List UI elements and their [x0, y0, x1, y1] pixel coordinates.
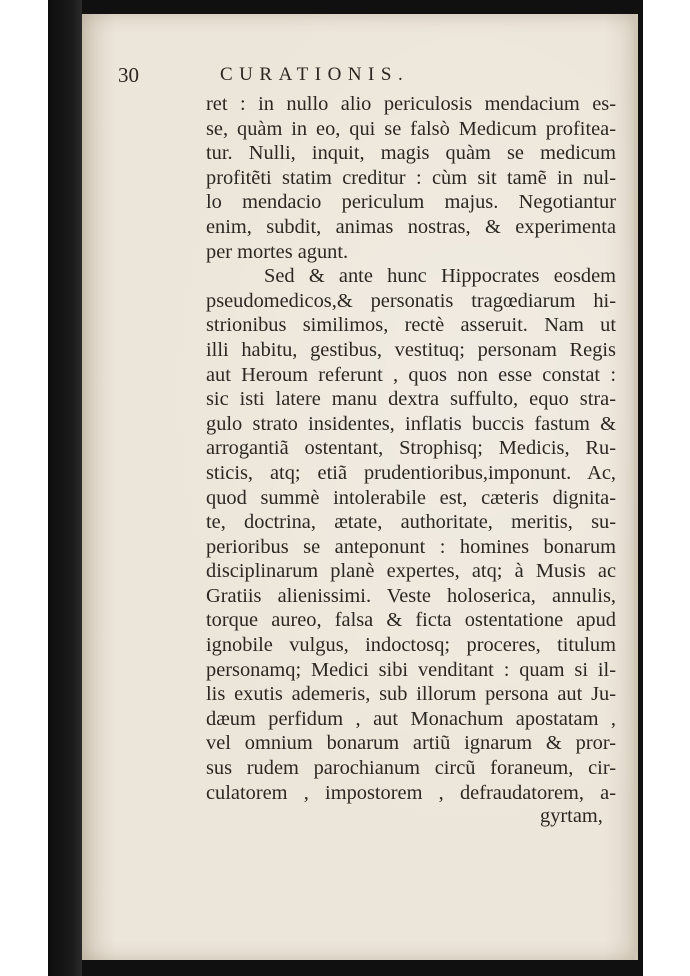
- text-line: culatorem , impostorem , defraudatorem, a-: [206, 781, 616, 804]
- catchword: gyrtam,: [540, 805, 603, 827]
- text-line: enim, subdit, animas nostras, & experimenta: [206, 215, 616, 238]
- text-line: Sed & ante hunc Hippocrates eosdem: [264, 265, 616, 288]
- text-line: te, doctrina, ætate, authoritate, meritis, su-: [206, 511, 616, 534]
- text-line: sticis, atq; etiã prudentioribus,imponunt. Ac,: [206, 461, 616, 484]
- book-spine-shadow: [48, 0, 82, 976]
- text-line: dæum perfidum , aut Monachum apostatam ,: [206, 707, 616, 730]
- text-line: aut Heroum referunt , quos non esse constat :: [206, 363, 616, 386]
- running-head: CURATIONIS.: [220, 64, 410, 85]
- text-line: vel omnium bonarum artiũ ignarum & pror-: [206, 732, 616, 755]
- text-line: tur. Nulli, inquit, magis quàm se medicum: [206, 142, 616, 165]
- text-line: se, quàm in eo, qui se falsò Medicum profitea-: [206, 117, 616, 140]
- text-line: lis exutis ademeris, sub illorum persona aut Ju-: [206, 683, 616, 706]
- text-line: perioribus se anteponunt : homines bonarum: [206, 535, 616, 558]
- text-line: arrogantiã ostentant, Strophisq; Medicis, Ru-: [206, 437, 616, 460]
- text-line: personamq; Medici sibi venditant : quam si il-: [206, 658, 616, 681]
- text-line: pseudomedicos,& personatis tragœdiarum hi-: [206, 289, 616, 312]
- text-line: disciplinarum planè expertes, atq; à Musis ac: [206, 560, 616, 583]
- text-line: quod summè intolerabile est, cæteris dignita-: [206, 486, 616, 509]
- text-line: illi habitu, gestibus, vestituq; personam Regis: [206, 338, 616, 361]
- page-header: [118, 60, 538, 90]
- body-text: [206, 92, 616, 805]
- text-line: gulo strato insidentes, inflatis buccis fastum &: [206, 412, 616, 435]
- page-edge: [634, 14, 638, 960]
- text-line: sic isti latere manu dextra suffulto, equo stra-: [206, 388, 616, 411]
- text-line: lo mendacio periculum majus. Negotiantur: [206, 191, 616, 214]
- text-line: ret : in nullo alio periculosis mendacium es-: [206, 93, 616, 115]
- text-line: sus rudem parochianum circũ foraneum, cir-: [206, 757, 616, 780]
- text-line: strionibus similimos, rectè asseruit. Nam ut: [206, 314, 616, 337]
- page-number: 30: [118, 63, 139, 87]
- text-line: Gratiis alienissimi. Veste holoserica, annulis,: [206, 584, 616, 607]
- text-line: torque aureo, falsa & ficta ostentatione apud: [206, 609, 616, 632]
- text-line: profitẽti statim creditur : cùm sit tamẽ in nul-: [206, 166, 616, 189]
- text-line: per mortes agunt.: [206, 240, 349, 263]
- text-line: ignobile vulgus, indoctosq; proceres, titulum: [206, 634, 616, 657]
